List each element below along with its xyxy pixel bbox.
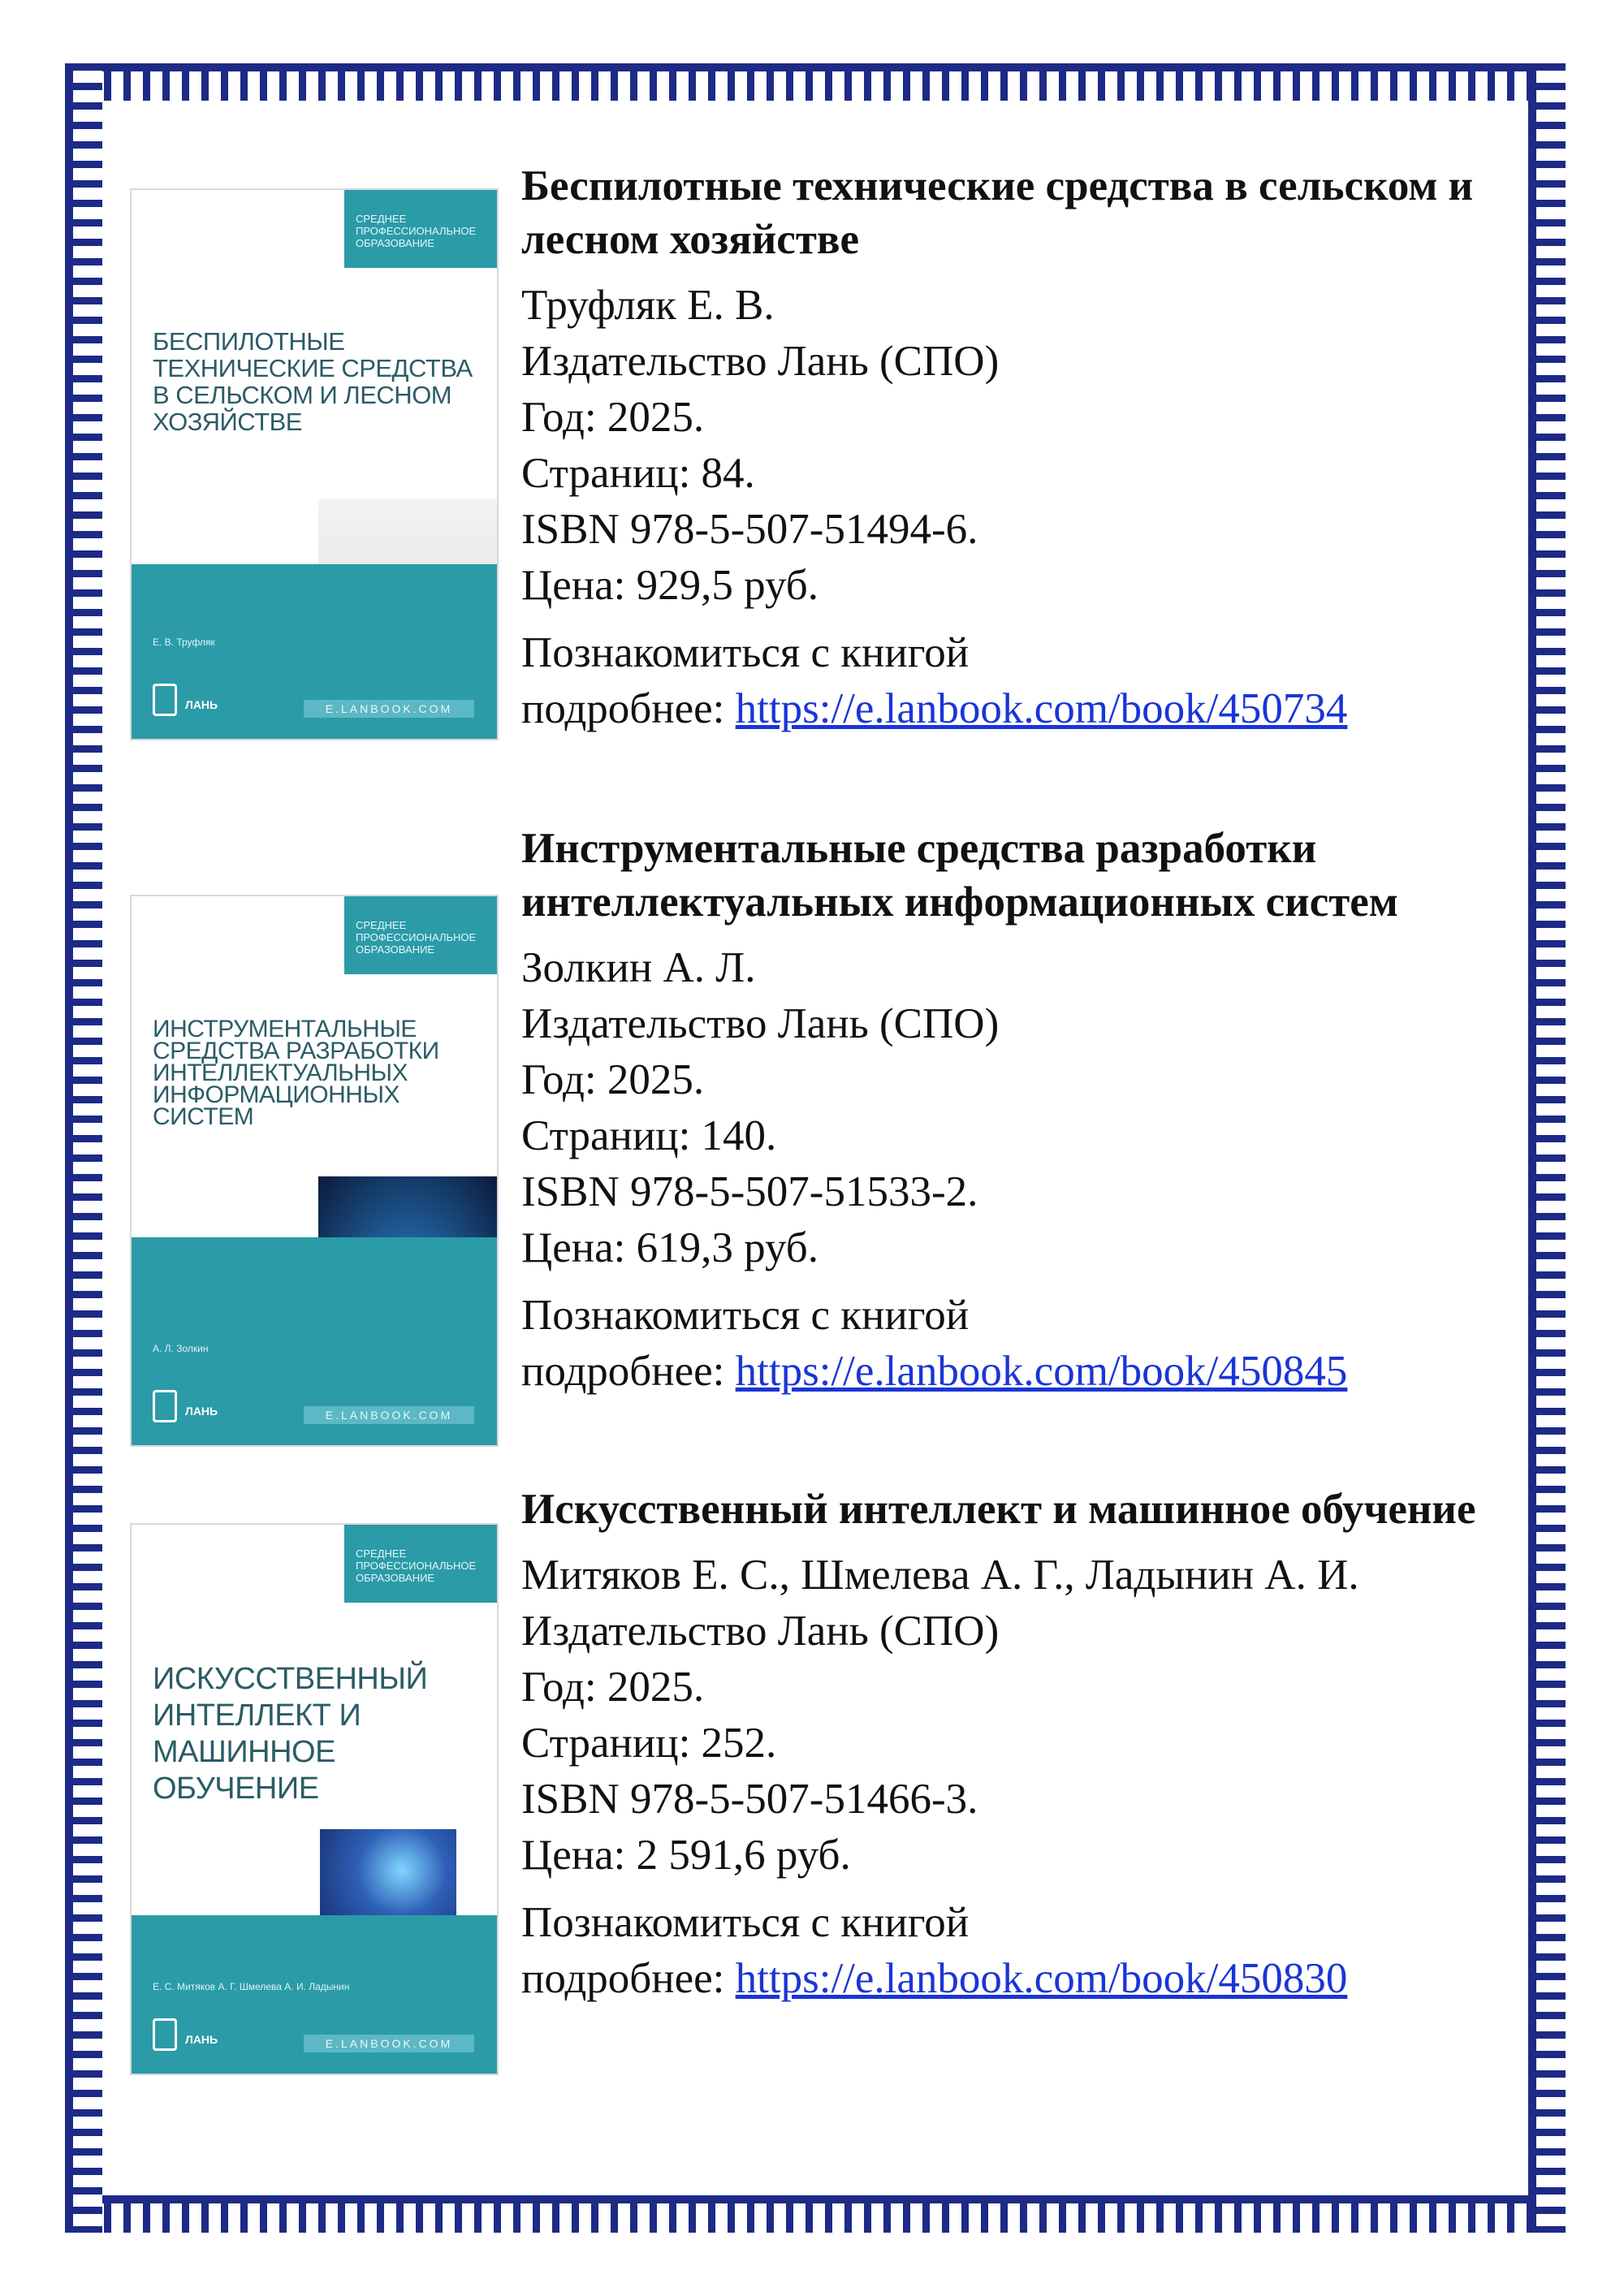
more-prefix: подробнее:	[521, 1955, 736, 2002]
book-info	[521, 822, 1496, 1400]
cover-author: А. Л. Золкин	[153, 1343, 209, 1354]
book-more-block	[521, 1895, 1496, 2007]
more-text: Познакомиться с книгой	[521, 629, 970, 676]
book-title: Искусственный интеллект и машинное обучение	[521, 1486, 1476, 1533]
publisher-logo-text: ЛАНЬ	[185, 698, 218, 711]
book-isbn: ISBN 978-5-507-51494-6.	[521, 506, 978, 553]
publisher-logo-text: ЛАНЬ	[185, 1405, 218, 1418]
book-isbn: ISBN 978-5-507-51466-3.	[521, 1776, 978, 1823]
cover-title: БЕСПИЛОТНЫЕ ТЕХНИЧЕСКИЕ СРЕДСТВА В СЕЛЬСКОМ И ЛЕСНОМ ХОЗЯЙСТВЕ	[153, 327, 473, 436]
cover-author: Е. В. Труфляк	[153, 637, 215, 648]
book-link[interactable]: https://e.lanbook.com/book/450734	[735, 685, 1348, 732]
book-price: Цена: 619,3 руб.	[521, 1224, 818, 1271]
book-info	[521, 1482, 1496, 2007]
book-author: Митяков Е. С., Шмелева А. Г., Ладынин А. И.	[521, 1552, 1359, 1599]
book-year: Год: 2025.	[521, 1056, 705, 1103]
book-cover-image	[130, 1523, 499, 2075]
cover-series-label: СРЕДНЕЕ ПРОФЕССИОНАЛЬНОЕ ОБРАЗОВАНИЕ	[344, 1525, 497, 1603]
book-price: Цена: 929,5 руб.	[521, 562, 818, 609]
more-text: Познакомиться с книгой	[521, 1292, 970, 1339]
book-author: Золкин А. Л.	[521, 944, 756, 991]
book-price: Цена: 2 591,6 руб.	[521, 1832, 851, 1879]
cover-site-label: E.LANBOOK.COM	[304, 700, 474, 718]
cover-author: Е. С. Митяков А. Г. Шмелева А. И. Ладынин	[153, 1981, 350, 1992]
book-title: Инструментальные средства разработки интеллектуальных информационных систем	[521, 825, 1398, 926]
decorative-border-top	[65, 63, 1566, 101]
more-line	[521, 1344, 1496, 1400]
book-year: Год: 2025.	[521, 394, 705, 441]
book-pages: Страниц: 252.	[521, 1720, 777, 1767]
book-publisher: Издательство Лань (СПО)	[521, 1000, 1000, 1047]
book-author: Труфляк Е. В.	[521, 282, 775, 329]
more-line	[521, 1951, 1496, 2007]
publisher-logo-icon	[153, 1390, 177, 1422]
book-cover-image	[130, 895, 499, 1447]
cover-site-label: E.LANBOOK.COM	[304, 2035, 474, 2052]
more-prefix: подробнее:	[521, 685, 736, 732]
more-prefix: подробнее:	[521, 1348, 736, 1395]
publisher-logo-text: ЛАНЬ	[185, 2033, 218, 2046]
book-publisher: Издательство Лань (СПО)	[521, 338, 1000, 385]
book-more-block	[521, 625, 1496, 737]
decorative-border-bottom	[65, 2195, 1566, 2233]
cover-series-label: СРЕДНЕЕ ПРОФЕССИОНАЛЬНОЕ ОБРАЗОВАНИЕ	[344, 896, 497, 974]
book-link[interactable]: https://e.lanbook.com/book/450830	[735, 1955, 1348, 2002]
book-info	[521, 159, 1496, 737]
decorative-border-left	[65, 63, 102, 2233]
book-year: Год: 2025.	[521, 1664, 705, 1711]
more-line	[521, 681, 1496, 737]
book-title: Беспилотные технические средства в сельском и лесном хозяйстве	[521, 162, 1474, 263]
book-pages: Страниц: 140.	[521, 1112, 777, 1159]
publisher-logo-icon	[153, 2018, 177, 2051]
book-pages: Страниц: 84.	[521, 450, 755, 497]
cover-title: ИНСТРУМЕНТАЛЬНЫЕ СРЕДСТВА РАЗРАБОТКИ ИНТЕЛЛЕКТУАЛЬНЫХ ИНФОРМАЦИОННЫХ СИСТЕМ	[153, 1016, 439, 1130]
more-text: Познакомиться с книгой	[521, 1899, 970, 1946]
book-isbn: ISBN 978-5-507-51533-2.	[521, 1168, 978, 1215]
book-cover-image	[130, 188, 499, 740]
cover-site-label: E.LANBOOK.COM	[304, 1406, 474, 1424]
book-link[interactable]: https://e.lanbook.com/book/450845	[735, 1348, 1348, 1395]
book-publisher: Издательство Лань (СПО)	[521, 1608, 1000, 1655]
cover-series-label: СРЕДНЕЕ ПРОФЕССИОНАЛЬНОЕ ОБРАЗОВАНИЕ	[344, 190, 497, 268]
book-more-block	[521, 1288, 1496, 1400]
cover-title: ИСКУССТВЕННЫЙ ИНТЕЛЛЕКТ И МАШИННОЕ ОБУЧЕНИЕ	[153, 1662, 428, 1806]
publisher-logo-icon	[153, 684, 177, 716]
decorative-border-right	[1528, 63, 1566, 2233]
